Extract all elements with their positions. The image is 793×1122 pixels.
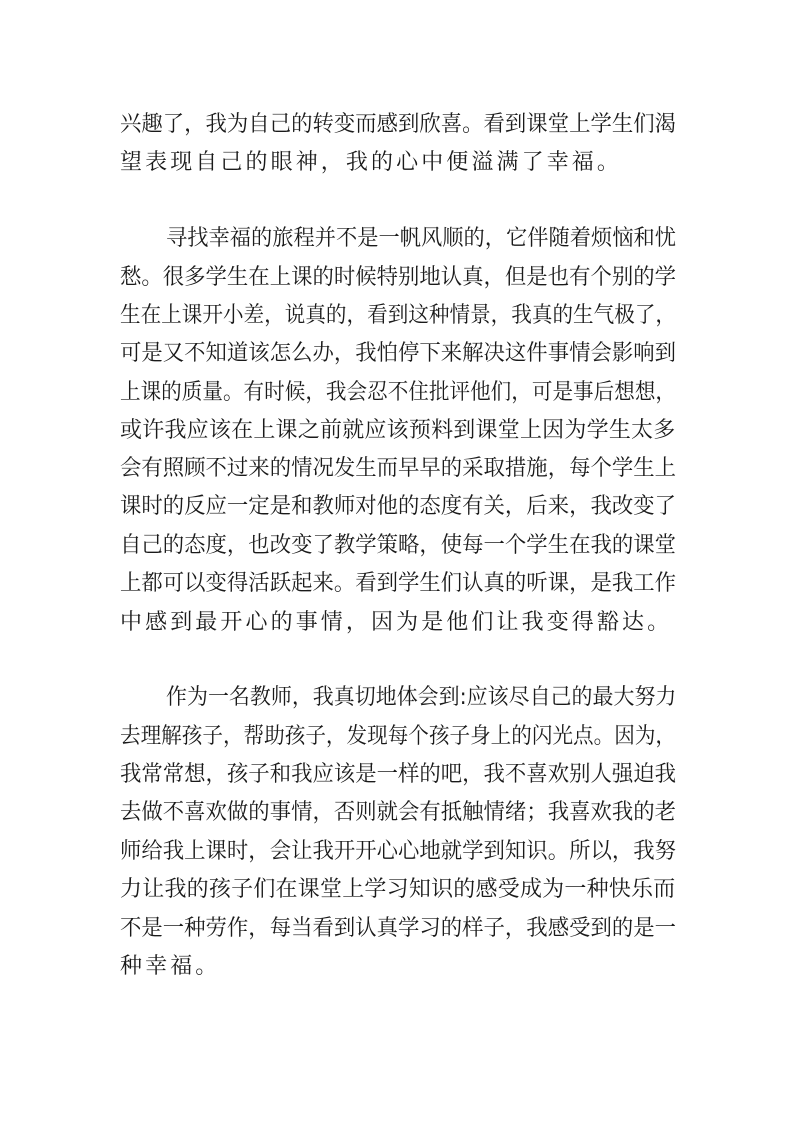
paragraph-3-line-8: 种幸福。	[120, 954, 221, 979]
paragraph-1-line-2: 望表现自己的眼神，我的心中便溢满了幸福。	[120, 150, 623, 175]
paragraph-3-line-2: 去理解孩子，帮助孩子，发现每个孩子身上的闪光点。因为，	[120, 724, 677, 749]
paragraph-2-line-8: 课时的反应一定是和教师对他的态度有关，后来，我改变了	[120, 494, 677, 519]
paragraph-3-line-7: 不是一种劳作，每当看到认真学习的样子，我感受到的是一	[120, 916, 677, 941]
paragraph-2-line-1: 寻找幸福的旅程并不是一帆风顺的，它伴随着烦恼和忧	[166, 226, 677, 251]
paragraph-1-line-1: 兴趣了，我为自己的转变而感到欣喜。看到课堂上学生们渴	[120, 112, 677, 137]
paragraph-2-line-4: 可是又不知道该怎么办，我怕停下来解决这件事情会影响到	[120, 341, 677, 366]
paragraph-2-line-9: 自己的态度，也改变了教学策略，使每一个学生在我的课堂	[120, 533, 677, 558]
paragraph-2-line-6: 或许我应该在上课之前就应该预料到课堂上因为学生太多	[120, 418, 676, 443]
paragraph-2-line-3: 生在上课开小差，说真的，看到这种情景，我真的生气极了，	[120, 303, 677, 328]
paragraph-3-line-5: 师给我上课时，会让我开开心心地就学到知识。所以，我努	[120, 839, 677, 864]
paragraph-2-line-5: 上课的质量。有时候，我会忍不住批评他们，可是事后想想，	[120, 380, 677, 405]
paragraph-3-line-3: 我常常想，孩子和我应该是一样的吧，我不喜欢别人强迫我	[120, 762, 677, 787]
paragraph-3-line-1: 作为一名教师，我真切地体会到:应该尽自己的最大努力	[166, 685, 677, 710]
paragraph-3-line-6: 力让我的孩子们在课堂上学习知识的感受成为一种快乐而	[120, 877, 676, 902]
paragraph-2-line-10: 上都可以变得活跃起来。看到学生们认真的听课，是我工作	[120, 571, 677, 596]
paragraph-2-line-2: 愁。很多学生在上课的时候特别地认真，但是也有个别的学	[120, 265, 677, 290]
paragraph-2-line-11: 中感到最开心的事情，因为是他们让我变得豁达。	[120, 610, 673, 635]
paragraph-2-line-7: 会有照顾不过来的情况发生而早早的采取措施，每个学生上	[120, 456, 677, 481]
paragraph-3-line-4: 去做不喜欢做的事情，否则就会有抵触情绪；我喜欢我的老	[120, 800, 677, 825]
